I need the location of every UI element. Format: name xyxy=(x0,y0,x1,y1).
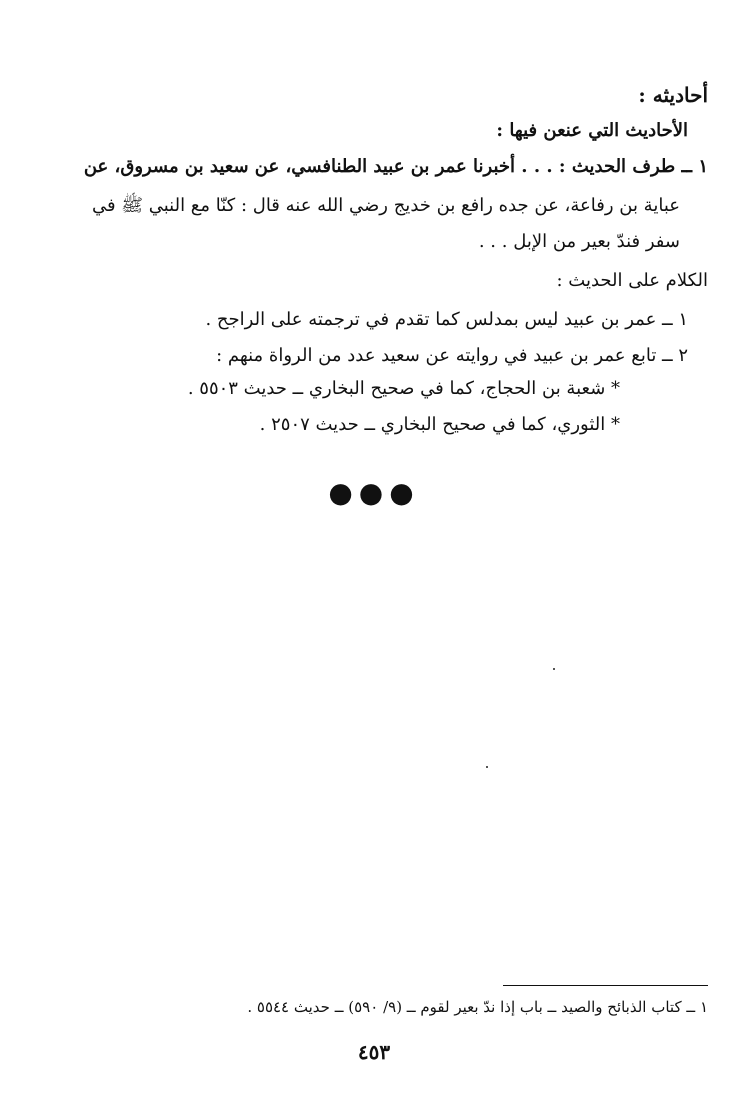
subsection-heading: الأحاديث التي عنعن فيها : xyxy=(496,120,688,141)
follower-item-2: * الثوري، كما في صحيح البخاري ــ حديث ٢٥٠٧ . xyxy=(259,414,620,435)
section-separator: ●●● xyxy=(328,476,420,509)
discussion-title: الكلام على الحديث : xyxy=(556,270,708,291)
follower-item-1: * شعبة بن الحجاج، كما في صحيح البخاري ــ حديث ٥٥٠٣ . xyxy=(187,378,620,399)
discussion-point-2: ٢ ــ تابع عمر بن عبيد في روايته عن سعيد عدد من الرواة منهم : xyxy=(216,345,688,366)
footnote-divider xyxy=(503,985,708,986)
scan-speck xyxy=(553,668,555,670)
hadith-line-2: عباية بن رفاعة، عن جده رافع بن خديج رضي الله عنه قال : كنّا مع النبي ﷺ في xyxy=(91,195,680,216)
section-heading: أحاديثه : xyxy=(638,83,708,107)
scan-speck xyxy=(486,766,488,768)
discussion-point-1: ١ ــ عمر بن عبيد ليس بمدلس كما تقدم في ترجمته على الراجح . xyxy=(205,309,688,330)
page-number: ٤٥٣ xyxy=(357,1040,391,1064)
footnote: ١ ــ كتاب الذبائح والصيد ــ باب إذا ندّ بعير لقوم ــ (٩/ ٥٩٠) ــ حديث ٥٥٤٤ . xyxy=(247,998,708,1016)
hadith-line-3: سفر فندّ بعير من الإبل . . . xyxy=(478,231,680,252)
hadith-line-1: ١ ــ طرف الحديث : . . . أخبرنا عمر بن عبيد الطنافسي، عن سعيد بن مسروق، عن xyxy=(83,156,708,177)
